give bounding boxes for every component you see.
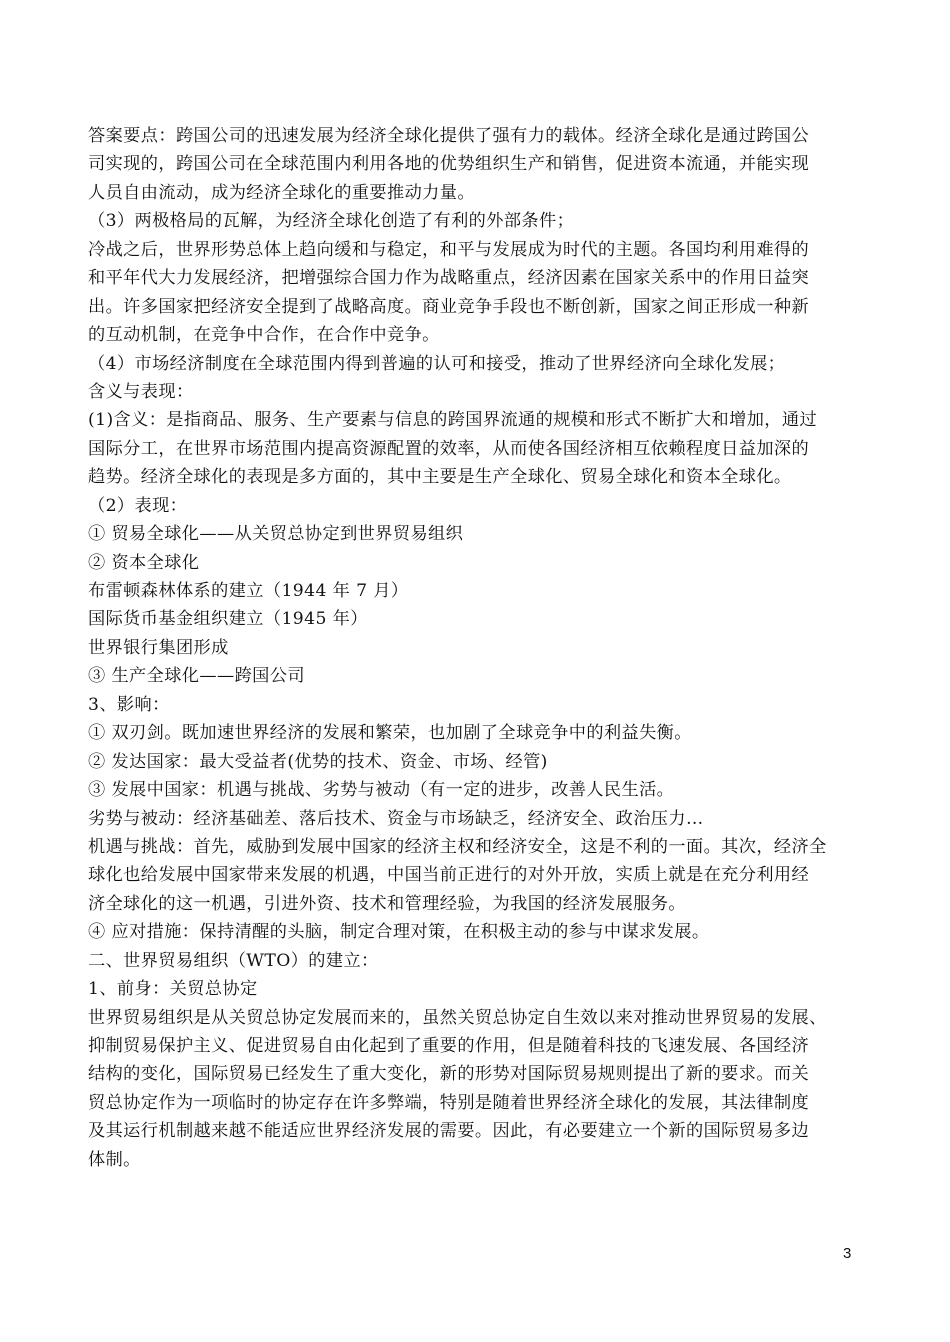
- text-line: 3、影响：: [88, 694, 170, 715]
- text-line: 体制。: [88, 1149, 141, 1170]
- text-line: 和平年代大力发展经济，把增强综合国力作为战略重点，经济因素在国家关系中的作用日益突: [88, 268, 810, 289]
- text-line: ④ 应对措施：保持清醒的头脑，制定合理对策，在积极主动的参与中谋求发展。: [88, 922, 710, 943]
- text-line: 结构的变化，国际贸易已经发生了重大变化，新的形势对国际贸易规则提出了新的要求。而关: [88, 1064, 810, 1085]
- text-line: 冷战之后，世界形势总体上趋向缓和与稳定，和平与发展成为时代的主题。各国均利用难得的: [88, 239, 810, 260]
- page-number: 3: [843, 1245, 852, 1262]
- text-line: 1、前身：关贸总协定: [88, 979, 258, 1000]
- text-line: 二、世界贸易组织（WTO）的建立：: [88, 950, 379, 971]
- text-line: （4）市场经济制度在全球范围内得到普遍的认可和接受，推动了世界经济向全球化发展；: [88, 353, 786, 374]
- text-line: 布雷顿森林体系的建立（1944 年 7 月）: [88, 581, 409, 601]
- text-line: 含义与表现：: [88, 381, 194, 402]
- text-line: ② 资本全球化: [88, 552, 200, 573]
- text-line: 国际货币基金组织建立（1945 年）: [88, 609, 368, 630]
- text-line: （3）两极格局的瓦解，为经济全球化创造了有利的外部条件；: [88, 211, 575, 232]
- text-line: 及其运行机制越来越不能适应世界经济发展的需要。因此，有必要建立一个新的国际贸易多边: [88, 1121, 810, 1142]
- text-line: 司实现的，跨国公司在全球范围内利用各地的优势组织生产和销售，促进资本流通，并能实现: [88, 154, 810, 175]
- text-line: 的互动机制，在竞争中合作，在合作中竞争。: [88, 325, 440, 346]
- text-line: ① 贸易全球化——从关贸总协定到世界贸易组织: [88, 524, 464, 545]
- text-line: 贸总协定作为一项临时的协定存在许多弊端，特别是随着世界经济全球化的发展，其法律制度: [88, 1092, 810, 1113]
- text-line: ③ 生产全球化——跨国公司: [88, 666, 305, 687]
- text-line: 抑制贸易保护主义、促进贸易自由化起到了重要的作用，但是随着科技的飞速发展、各国经济: [88, 1036, 810, 1056]
- text-line: 世界贸易组织是从关贸总协定发展而来的，虽然关贸总协定自生效以来对推动世界贸易的发展、: [88, 1007, 827, 1028]
- text-line: 趋势。经济全球化的表现是多方面的，其中主要是生产全球化、贸易全球化和资本全球化。: [88, 467, 792, 488]
- text-line: 机遇与挑战：首先，威胁到发展中国家的经济主权和经济安全，这是不利的一面。其次，经济全: [88, 836, 827, 857]
- text-line: (1)含义：是指商品、服务、生产要素与信息的跨国界流通的规模和形式不断扩大和增加，通过: [88, 410, 818, 431]
- document-body: [88, 122, 868, 1174]
- text-line: 人员自由流动，成为经济全球化的重要推动力量。: [88, 182, 475, 203]
- text-line: ③ 发展中国家：机遇与挑战、劣势与被动（有一定的进步，改善人民生活。: [88, 780, 675, 801]
- text-line: 济全球化的这一机遇，引进外资、技术和管理经验，为我国的经济发展服务。: [88, 893, 686, 914]
- text-line: 劣势与被动：经济基础差、落后技术、资金与市场缺乏，经济安全、政治压力…: [88, 808, 704, 829]
- text-line: ① 双刃剑。既加速世界经济的发展和繁荣，也加剧了全球竞争中的利益失衡。: [88, 723, 692, 744]
- text-line: 世界银行集团形成: [88, 637, 229, 658]
- text-line: 球化也给发展中国家带来发展的机遇，中国当前正进行的对外开放，实质上就是在充分利用经: [88, 865, 810, 886]
- text-line: 出。许多国家把经济安全提到了战略高度。商业竞争手段也不断创新，国家之间正形成一种新: [88, 296, 810, 317]
- text-line: ② 发达国家：最大受益者(优势的技术、资金、市场、经管): [88, 751, 548, 772]
- text-line: 答案要点：跨国公司的迅速发展为经济全球化提供了强有力的载体。经济全球化是通过跨国公: [88, 126, 810, 146]
- text-line: （2）表现：: [88, 495, 188, 516]
- text-line: 国际分工，在世界市场范围内提高资源配置的效率，从而使各国经济相互依赖程度日益加深的: [88, 438, 810, 459]
